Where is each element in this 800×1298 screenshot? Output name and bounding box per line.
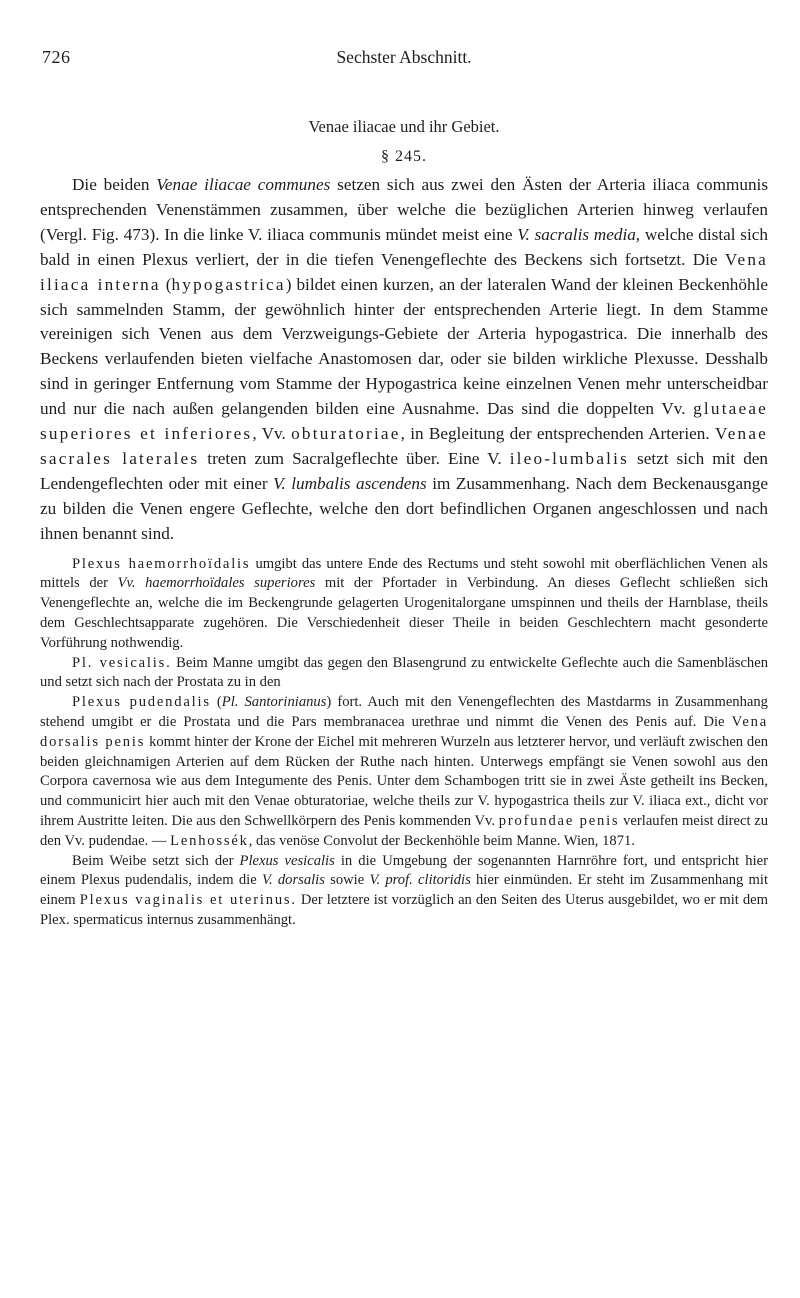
text-run: Die beiden: [72, 175, 157, 194]
page-number: 726: [42, 47, 71, 67]
running-head: [40, 0, 768, 78]
spaced-term: ileo-lumbalis: [509, 448, 629, 468]
italic-term: V. prof. clitoridis: [369, 872, 471, 889]
italic-term: Plexus vesicalis: [239, 852, 335, 869]
spaced-term: profundae penis: [498, 812, 620, 829]
spaced-term: Plexus pudendalis: [72, 694, 211, 711]
text-run: setzt sich mit den Lendengeflechten oder mit einer: [40, 448, 769, 493]
text-run: Beim Weibe setzt sich der: [72, 852, 240, 869]
text-run: treten zum Sacralgeflechte über. Eine V.: [199, 448, 510, 468]
italic-term: V. lumbalis ascendens: [273, 473, 427, 493]
spaced-term: Vena iliaca interna: [40, 249, 768, 294]
text-run: hier einmünden. Er steht im Zusammenhang mit einem: [40, 872, 768, 909]
text-run: mit der Pfortader in Verbindung. An dieses Geflecht schließen sich Venengeflechte an, welche die im Beckengrunde gelagerten Urogenitalorgane umspinnen und theils der Harnblase, theils dem Geschlechtsapparate zugehören. Die Verschiedenheit dieser Theile in beiden Geschlechtern macht gesonderte Vorführung nothwendig.: [40, 575, 768, 651]
paragraph-plexus-vesicalis: [40, 654, 768, 694]
text-run: , das venöse Convolut der Beckenhöhle beim Manne. Wien, 1871.: [248, 832, 635, 849]
text-run: , Vv.: [252, 424, 292, 444]
spaced-term: Vena dorsalis penis: [40, 713, 768, 750]
running-title: Sechster Abschnitt.: [336, 47, 472, 67]
text-run: ) fort. Auch mit den Venengeflechten des Mastdarms in Zusammenhang stehend umgibt er die Prostata und die Pars membranacea urethrae und nimmt die Venen des Penis auf. Die: [40, 694, 768, 730]
text-run: verlaufen meist direct zu den Vv. pudendae. —: [40, 812, 768, 849]
spaced-term: Plexus haemorrhoïdalis: [72, 555, 251, 572]
section-title: Venae iliacae und ihr Gebiet.: [308, 117, 500, 136]
paragraph-plexus-pudendalis: [40, 693, 768, 851]
section-number: § 245.: [381, 148, 427, 165]
text-run: Beim Manne umgibt das gegen den Blasengrund zu entwickelte Geflechte auch die Samenbläschen und setzt sich nach der Prostata zu in den: [40, 654, 768, 691]
spaced-term: Plexus vaginalis et uterinus.: [79, 892, 297, 909]
text-run: Der letztere ist vorzüglich an den Seiten des Uterus ausgebildet, wo er mit dem Plex. spermaticus internus zusammenhängt.: [40, 892, 769, 928]
spaced-term: Venae sacrales laterales: [40, 424, 768, 468]
text-run: setzen sich aus zwei den Ästen der Arteria iliaca communis entsprechenden Venenstämmen zusammen, über welche die bezüglichen Arterien hinweg verlaufen (Vergl. Fig. 473). In die linke V. iliaca communis mündet meist eine: [40, 175, 769, 244]
author-name: Lenhossék: [170, 832, 249, 849]
text-run: (: [160, 274, 172, 294]
text-run: welche distal sich bald in einen Plexus verliert, der in die tiefen Venengeflechte des Beckens sich fortsetzt. Die: [40, 224, 768, 269]
text-run: im Zusammenhang. Nach dem Beckenausgange zu bilden die Venen engere Geflechte, welche den dort befindlichen Organen angeschlossen und nach ihnen benannt sind.: [40, 473, 768, 543]
text-run: sowie: [324, 872, 370, 889]
text-run: ) bildet einen kurzen, an der lateralen Wand der kleinen Beckenhöhle sich sammelnden Stamm, der gewöhnlich hinter der entsprechenden Arterie liegt. In dem Stamme vereinigen sich Venen aus dem Verzweigungs-Gebiete der Arteria hypogastrica. Die innerhalb des Beckens verlaufenden bieten vielfache Anastomosen dar, oder sie bilden wirkliche Plexusse. Desshalb sind in geringer Entfernung vom Stamme der Hypogastrica keine einzelnen Venen mehr unterscheidbar und nur die nach außen gelangenden bilden eine Ausnahme. Das sind die doppelten Vv.: [40, 274, 768, 419]
spaced-term: obturatoriae: [291, 424, 401, 444]
italic-term: V. dorsalis: [261, 872, 325, 889]
text-run: in die Umgebung der sogenannten Harnröhre fort, und entspricht hier einem Plexus pudendalis, indem die: [40, 852, 768, 889]
paragraph-venae-iliacae: [40, 173, 768, 547]
italic-term: Pl. Santorinianus: [221, 694, 327, 711]
spaced-term: Pl. vesicalis.: [72, 654, 172, 671]
italic-term: Venae iliacae communes: [156, 175, 331, 194]
text-run: , in Begleitung der entsprechenden Arterien.: [400, 424, 715, 444]
spaced-term: hypogastrica: [171, 274, 286, 294]
text-run: (: [210, 694, 222, 711]
text-run: umgibt das untere Ende des Rectums und steht sowohl mit oberflächlichen Venen als mittels der: [40, 555, 768, 592]
spaced-term: glutaeae superiores et inferiores: [40, 399, 768, 444]
book-page: [40, 0, 768, 1298]
paragraph-plexus-haemorrhoidalis: [40, 555, 768, 654]
paragraph-weibe: [40, 852, 768, 931]
text-run: kommt hinter der Krone der Eichel mit mehreren Wurzeln aus letzterer hervor, und verläuft zwischen den beiden gleichnamigen Arterien auf dem Rücken der Ruthe nach hinten. Unterwegs empfängt sie Venen sowohl aus den Corpora cavernosa wie aus dem Integumente des Penis. Unter dem Schambogen tritt sie in zwei Äste getheilt ins Becken, und communicirt hier auch mit den Venae obturatoriae, welche theils zur V. hypogastrica theils zur V. iliaca ext., dicht vor ihrem Austritte leiten. Die aus den Schwellkörpern des Penis kommenden Vv.: [40, 733, 768, 829]
italic-term: V. sacralis media,: [517, 224, 641, 244]
italic-term: Vv. haemorrhoïdales superiores: [117, 575, 316, 592]
